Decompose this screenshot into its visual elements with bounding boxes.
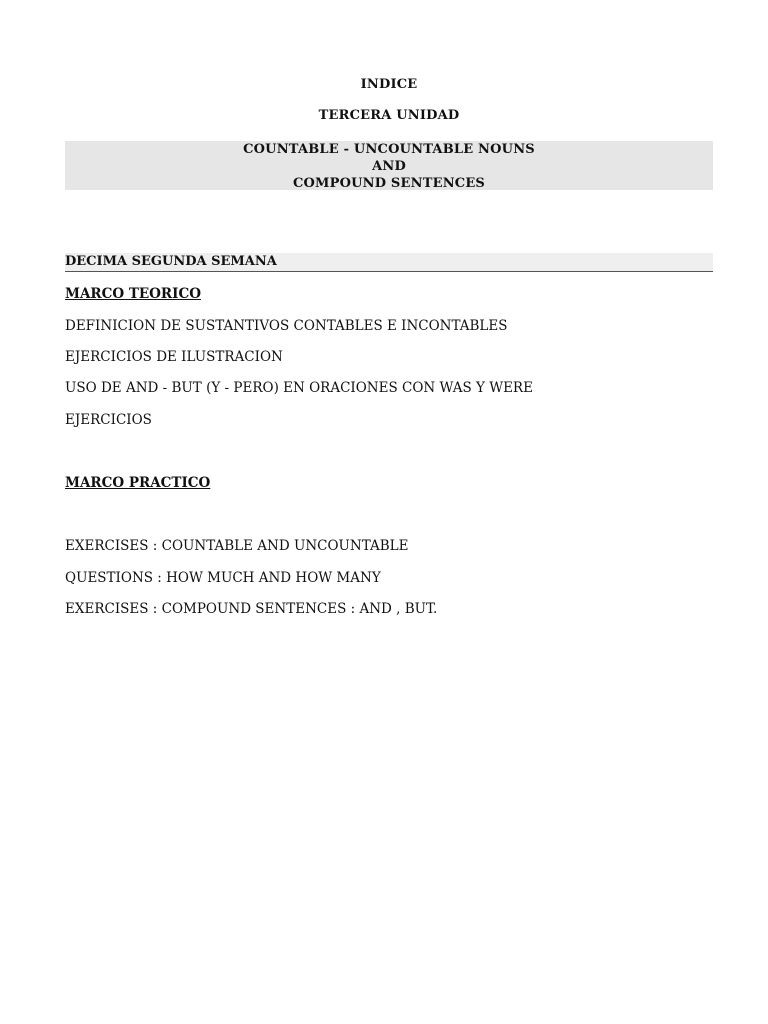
marco-practico-heading: MARCO PRACTICO [65,475,211,491]
topic-box [65,141,713,190]
practico-item-3: EXERCISES : COMPOUND SENTENCES : AND , BUT. [65,601,438,617]
week-bar [65,253,713,272]
week-label: DECIMA SEGUNDA SEMANA [65,254,277,269]
index-title: INDICE [360,77,418,92]
practico-item-2: QUESTIONS : HOW MUCH AND HOW MANY [65,570,381,586]
teorico-item-3: USO DE AND - BUT (Y - PERO) EN ORACIONES CON WAS Y WERE [65,380,533,396]
topic-line-3: COMPOUND SENTENCES [292,176,486,191]
teorico-item-1: DEFINICION DE SUSTANTIVOS CONTABLES E INCONTABLES [65,318,508,334]
topic-line-1: COUNTABLE - UNCOUNTABLE NOUNS [243,142,535,157]
marco-teorico-heading: MARCO TEORICO [65,286,201,302]
unit-title: TERCERA UNIDAD [318,108,460,123]
topic-line-2: AND [372,159,406,174]
teorico-item-4: EJERCICIOS [65,412,152,428]
teorico-item-2: EJERCICIOS DE ILUSTRACION [65,349,283,365]
practico-item-1: EXERCISES : COUNTABLE AND UNCOUNTABLE [65,538,409,554]
